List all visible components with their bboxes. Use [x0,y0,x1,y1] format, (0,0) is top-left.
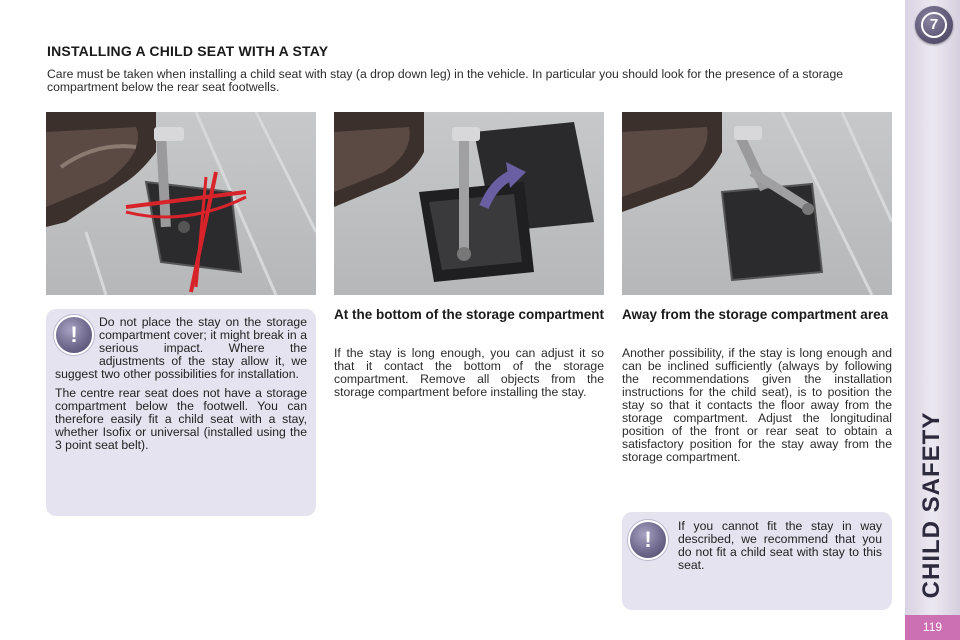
warning-right-text: If you cannot fit the stay in way described, we recommend that you do not fit a child seat with stay to this seat. [678,519,882,572]
photo-bottom-of-compartment [334,112,604,295]
warning-left-paragraph-2: The centre rear seat does not have a storage compartment below the footwell. You can therefore easily fit a child seat with a stay, whether Isofix or universal (installed using the 3 point seat belt). [55,386,307,452]
right-column-body: Another possibility, if the stay is long enough and can be inclined sufficiently (always by following the recommendations given the installation instructions for the child seat), is to position the stay so that it contacts the floor away from the storage compartment. Adjust the longitudinal position of the front or rear seat to obtain a satisfactory position for the stay away from the storage compartment. [622,346,892,464]
middle-column-body: If the stay is long enough, you can adjust it so that it contact the bottom of the storage compartment. Remove all objects from the storage compartment before installing the stay. [334,346,604,399]
warning-note-left [46,309,316,516]
illustration-stay-away [622,112,892,295]
middle-column-heading: At the bottom of the storage compartment [334,307,605,322]
exclamation-icon: ! [54,315,94,355]
warning-note-right [622,512,892,610]
chapter-title: CHILD SAFETY [918,411,945,599]
photo-away-from-compartment [622,112,892,295]
illustration-open-compartment [334,112,604,295]
exclamation-icon: ! [628,520,668,560]
photo-stay-on-cover-crossed [46,112,316,295]
chapter-number: 7 [921,12,947,38]
section-heading: INSTALLING A CHILD SEAT WITH A STAY [47,43,329,59]
illustration-stay-on-cover [46,112,316,295]
chapter-badge [915,6,953,44]
warning-left-paragraph-1: Do not place the stay on the storage compartment cover; it might break in a serious impact. Where the adjustments of the stay allow it, we suggest two other possibilities for installation. [55,315,307,381]
intro-paragraph: Care must be taken when installing a child seat with stay (a drop down leg) in the vehicle. In particular you should look for the presence of a storage compartment below the rear seat footwells. [47,67,844,94]
right-column-heading: Away from the storage compartment area [622,307,889,322]
page-number: 119 [905,615,960,640]
